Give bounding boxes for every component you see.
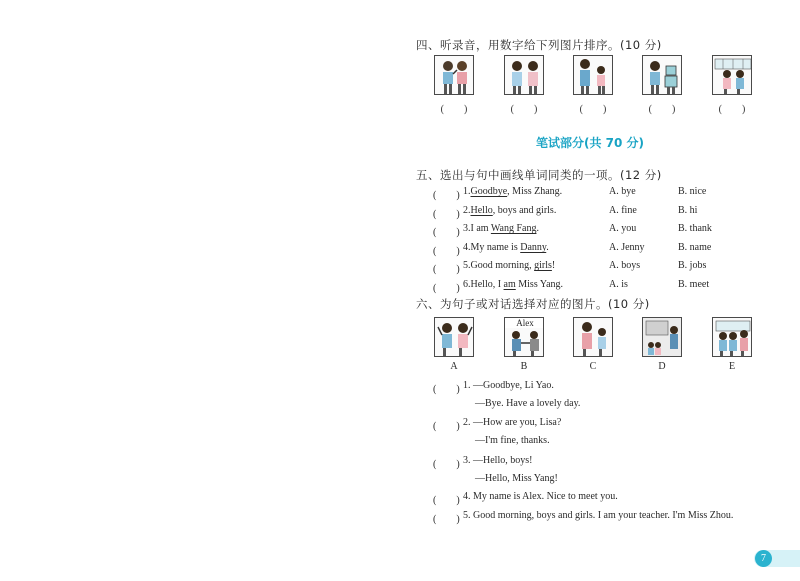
answer-paren[interactable]: ( ) [648,104,676,115]
picture-4-3 [573,55,613,95]
question-number: 6. [463,279,471,290]
option-b: B. meet [678,279,710,290]
two-people-greeting-icon [435,56,474,95]
answer-paren[interactable]: ( ) [433,283,460,294]
question-number: 1. [463,186,471,197]
option-b: B. thank [678,223,712,234]
picture-4-1 [434,55,474,95]
section4-title: 四、听录音，用数字给下列图片排序。(10 分) [416,38,662,52]
option-a: A. is [609,279,628,290]
question-sentence [463,260,555,271]
handshake-icon [505,318,544,357]
underlined-word: girls [534,260,552,271]
sentence-text: Hello, I [470,279,504,290]
answer-paren[interactable]: ( ) [433,209,460,220]
answer-paren[interactable]: ( ) [433,190,460,201]
answer-paren[interactable]: ( ) [718,104,746,115]
question-number: 3. [463,223,471,234]
option-b: B. hi [678,205,698,216]
question-number: 5. [463,260,471,271]
dialogue-line: 3. —Hello, boys! [463,455,533,466]
family-icon [574,56,613,95]
picture-letter: A [450,361,458,372]
picture-6-e [712,317,752,357]
page-number: 7 [755,550,772,567]
question-number: 4. [463,242,471,253]
underlined-word: am [503,279,516,290]
answer-paren[interactable]: ( ) [433,421,460,432]
question-number: 2. [463,205,471,216]
answer-paren[interactable]: ( ) [440,104,468,115]
option-a: A. you [609,223,637,234]
option-b: B. name [678,242,712,253]
picture-6-d [642,317,682,357]
answer-paren[interactable]: ( ) [433,459,460,470]
answer-paren[interactable]: ( ) [433,227,460,238]
sentence-text: I am [470,223,491,234]
girls-talking-icon [505,56,544,95]
dialogue-reply: —I'm fine, thanks. [475,435,550,446]
answer-paren[interactable]: ( ) [579,104,607,115]
teacher-classroom-icon [643,318,682,357]
sentence-text: Miss Yang. [515,279,564,290]
picture-b-label: Alex [505,318,544,328]
sentence-text: Good morning, [470,260,535,271]
underlined-word: Hello [470,205,493,216]
sentence-text: ! [551,260,556,271]
dialogue-reply: —Hello, Miss Yang! [475,473,558,484]
underlined-word: Wang Fang [490,223,537,234]
option-b: B. nice [678,186,707,197]
written-section-title: 笔试部分(共 70 分) [535,136,645,150]
answer-paren[interactable]: ( ) [433,384,460,395]
question-sentence [463,223,539,234]
question-sentence [463,279,563,290]
answer-paren[interactable]: ( ) [510,104,538,115]
picture-4-2 [504,55,544,95]
sentence-text: , Miss Zhang. [507,186,563,197]
option-a: A. boys [609,260,641,271]
boy-with-robot-icon [643,56,682,95]
teacher-and-girl-icon [574,318,613,357]
dialogue-line: 1. —Goodbye, Li Yao. [463,380,554,391]
underlined-word: Danny [520,242,547,253]
dialogue-reply: —Bye. Have a lovely day. [475,398,581,409]
question-sentence [463,186,562,197]
picture-6-a [434,317,474,357]
option-a: A. bye [609,186,636,197]
option-a: A. Jenny [609,242,645,253]
picture-4-5 [712,55,752,95]
sentence-text: , boys and girls. [492,205,557,216]
dialogue-line: 2. —How are you, Lisa? [463,417,562,428]
option-a: A. fine [609,205,637,216]
question-sentence [463,242,549,253]
question-sentence [463,205,556,216]
section6-title: 六、为句子或对话选择对应的图片。(10 分) [416,297,650,311]
answer-paren[interactable]: ( ) [433,514,460,525]
boys-greeting-teacher-icon [713,318,752,357]
sentence-text: . [546,242,549,253]
sentence-text: . [536,223,539,234]
dialogue-line: 4. My name is Alex. Nice to meet you. [463,491,618,502]
answer-paren[interactable]: ( ) [433,264,460,275]
dialogue-line: 5. Good morning, boys and girls. I am your teacher. I'm Miss Zhou. [463,510,734,521]
option-b: B. jobs [678,260,707,271]
picture-letter: E [728,361,736,372]
section5-title: 五、选出与句中画线单词同类的一项。(12 分) [416,168,662,182]
underlined-word: Goodbye [470,186,508,197]
sentence-text: My name is [470,242,521,253]
picture-6-b [504,317,544,357]
picture-letter: D [658,361,666,372]
classroom-icon [713,56,752,95]
picture-4-4 [642,55,682,95]
picture-letter: B [520,361,528,372]
picture-6-c [573,317,613,357]
picture-letter: C [589,361,597,372]
answer-paren[interactable]: ( ) [433,495,460,506]
answer-paren[interactable]: ( ) [433,246,460,257]
kids-waving-icon [435,318,474,357]
